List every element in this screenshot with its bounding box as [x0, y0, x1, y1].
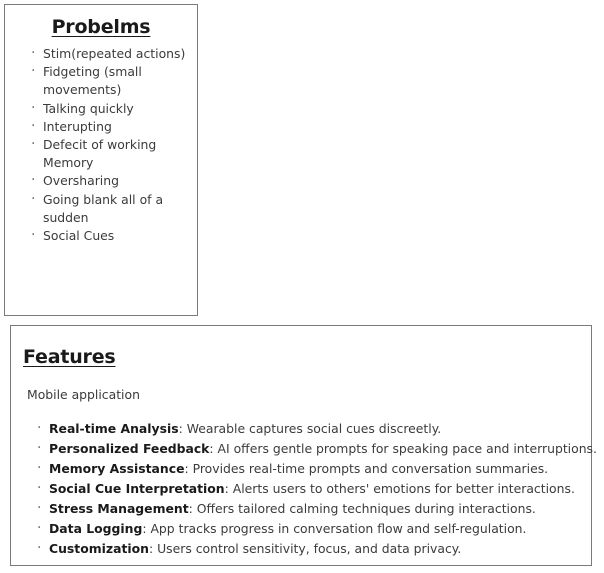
feature-label: Memory Assistance: [49, 461, 185, 476]
feature-label: Personalized Feedback: [49, 441, 210, 456]
list-item: · Talking quickly: [31, 100, 191, 118]
features-panel: [10, 325, 597, 566]
feature-description: : AI offers gentle prompts for speaking pace and interruptions.: [209, 441, 597, 456]
features-panel-subtitle: Mobile application: [27, 387, 140, 402]
list-item: · Stim(repeated actions): [31, 45, 191, 63]
list-item: [37, 459, 581, 479]
feature-label: Stress Management: [49, 501, 189, 516]
feature-description: : Alerts users to others' emotions for better interactions.: [224, 481, 575, 496]
list-item: · Interupting: [31, 118, 191, 136]
feature-description: : Users control sensitivity, focus, and data privacy.: [148, 541, 462, 556]
problems-panel-title: Probelms: [51, 16, 151, 38]
feature-label: Real-time Analysis: [49, 421, 179, 436]
list-item: [37, 519, 581, 539]
problems-list: [5, 45, 197, 245]
feature-description: : Wearable captures social cues discreetly.: [178, 421, 442, 436]
list-item: · Oversharing: [31, 172, 191, 190]
list-item: · Defecit of working Memory: [31, 136, 191, 172]
list-item: [37, 499, 581, 519]
features-panel-title: Features: [23, 346, 116, 368]
list-item: · Social Cues: [31, 227, 191, 245]
list-item: [37, 479, 581, 499]
feature-description: : Offers tailored calming techniques during interactions.: [188, 501, 536, 516]
feature-label: Social Cue Interpretation: [49, 481, 225, 496]
list-item: [37, 419, 581, 439]
feature-label: Data Logging: [49, 521, 143, 536]
list-item: [37, 439, 597, 459]
features-list: [11, 419, 597, 559]
feature-description: : App tracks progress in conversation flow and self-regulation.: [142, 521, 527, 536]
feature-description: : Provides real-time prompts and conversation summaries.: [184, 461, 549, 476]
list-item: · Going blank all of a sudden: [31, 191, 191, 227]
problems-panel: [4, 4, 198, 316]
list-item: · Fidgeting (small movements): [31, 63, 191, 99]
feature-label: Customization: [49, 541, 149, 556]
list-item: [37, 539, 581, 559]
